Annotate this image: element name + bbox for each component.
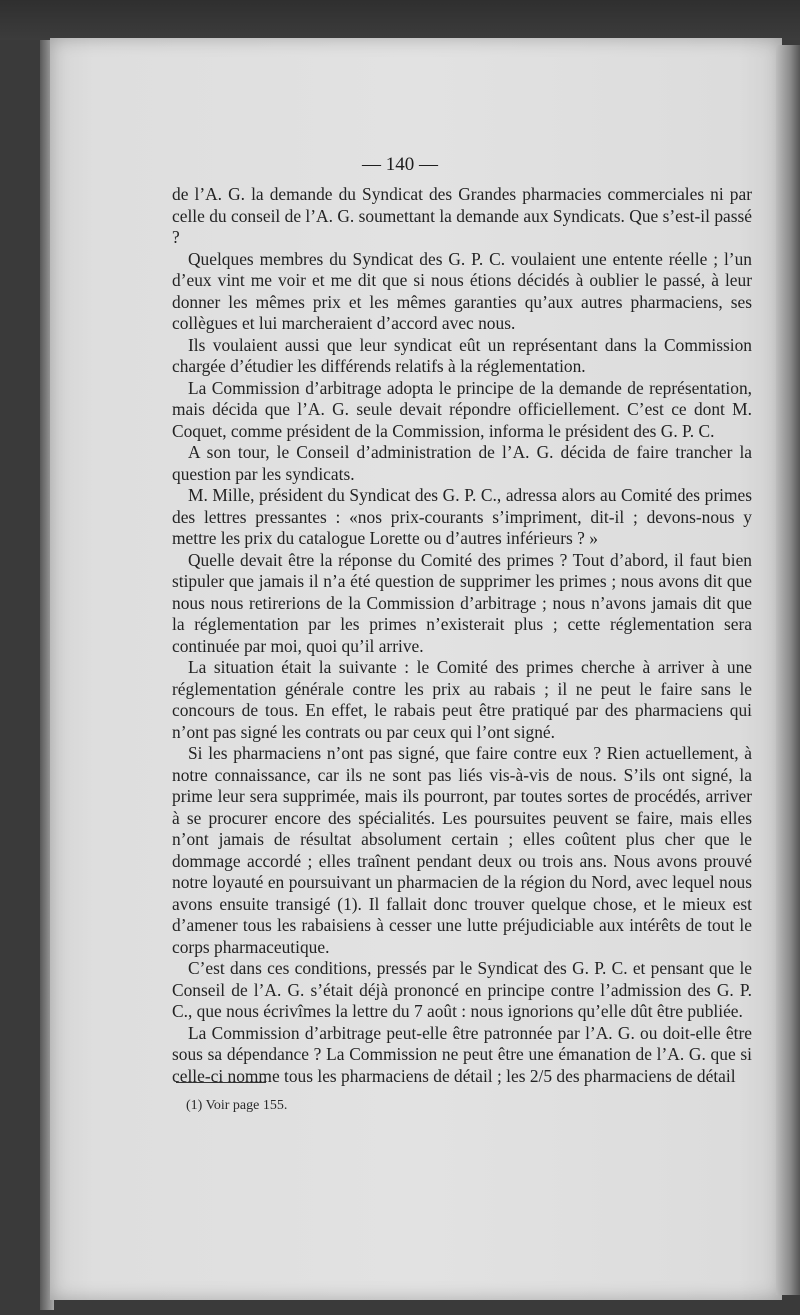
paragraph: Quelle devait être la réponse du Comité des primes ? Tout d’abord, il faut bien stipuler que jamais il n’a été question de supprimer les primes ; nous avons dit que nous nous retirerions de la Commission d’arbitrage ; nous n’avons jamais dit que la réglementation par les primes n’existerait plus ; cette réglementation sera continuée par moi, quoi qu’il arrive. — [172, 549, 752, 656]
page-fore-edge — [776, 45, 800, 1295]
paragraph: La Commission d’arbitrage adopta le principe de la demande de représentation, mais décida que l’A. G. seule devait répondre officiellement. C’est ce dont M. Coquet, comme président de la Commission, informa le président des G. P. C. — [172, 377, 752, 441]
paragraph: La Commission d’arbitrage peut-elle être patronnée par l’A. G. ou doit-elle être sous sa dépendance ? La Commission ne peut être une émanation de l’A. G. que si celle-ci nomme tous les pharmaciens de détail ; les 2/5 des pharmaciens de détail — [172, 1022, 752, 1086]
paragraph: Quelques membres du Syndicat des G. P. C. voulaient une entente réelle ; l’un d’eux vint me voir et me dit que si nous étions décidés à oublier le passé, à leur donner les mêmes prix et les mêmes garanties qu’aux autres pharmaciens, ses collègues et lui marcheraient d’accord avec nous. — [172, 248, 752, 333]
paragraph: Si les pharmaciens n’ont pas signé, que faire contre eux ? Rien actuellement, à notre connaissance, car ils ne sont pas liés vis-à-vis de nous. S’ils ont signé, la prime leur sera supprimée, mais ils pourront, par toutes sortes de procédés, arriver à se procurer encore des spécialités. Les poursuites peuvent se faire, mais elles n’ont jamais de résultat absolument certain ; elles coûtent plus cher que le dommage accordé ; elles traînent pendant deux ou trois ans. Nous avons prouvé notre loyauté en poursuivant un pharmacien de la région du Nord, avec lequel nous avons ensuite transigé (1). Il fallait donc trouver quelque chose, et le mieux est d’amener tous les rabaisiens à cesser une lutte préjudiciable aux intérêts de tout le corps pharmaceutique. — [172, 743, 752, 957]
page-number: — 140 — — [362, 154, 438, 175]
footnote-rule — [176, 1082, 266, 1083]
paragraph: La situation était la suivante : le Comité des primes cherche à arriver à une réglementation générale contre les prix au rabais ; il ne peut le faire sans le concours de tous. En effet, le rabais peut être pratiqué par des pharmaciens qui n’ont pas signé les contrats ou par ceux qui l’ont signé. — [172, 657, 752, 742]
body-text — [172, 184, 752, 1087]
paragraph: C’est dans ces conditions, pressés par le Syndicat des G. P. C. et pensant que le Conseil de l’A. G. s’était déjà prononcé en principe contre l’admission des G. P. C., que nous écrivîmes la lettre du 7 août : nous ignorions qu’elle dût être publiée. — [172, 958, 752, 1021]
footnote: (1) Voir page 155. — [186, 1098, 288, 1113]
paragraph: Ils voulaient aussi que leur syndicat eût un représentant dans la Commission chargée d’étudier les différends relatifs à la réglementation. — [172, 334, 752, 376]
paragraph: A son tour, le Conseil d’administration de l’A. G. décida de faire trancher la question par les syndicats. — [172, 442, 752, 484]
paragraph: de l’A. G. la demande du Syndicat des Grandes pharmacies commerciales ni par celle du conseil de l’A. G. soumettant la demande aux Syndicats. Que s’est-il passé ? — [172, 184, 752, 247]
paragraph: M. Mille, président du Syndicat des G. P. C., adressa alors au Comité des primes des lettres pressantes : «nos prix-courants s’impriment, dit-il ; devons-nous y mettre les prix du catalogue Lorette ou d’autres inférieurs ? » — [172, 485, 752, 548]
scan-background — [0, 0, 800, 40]
